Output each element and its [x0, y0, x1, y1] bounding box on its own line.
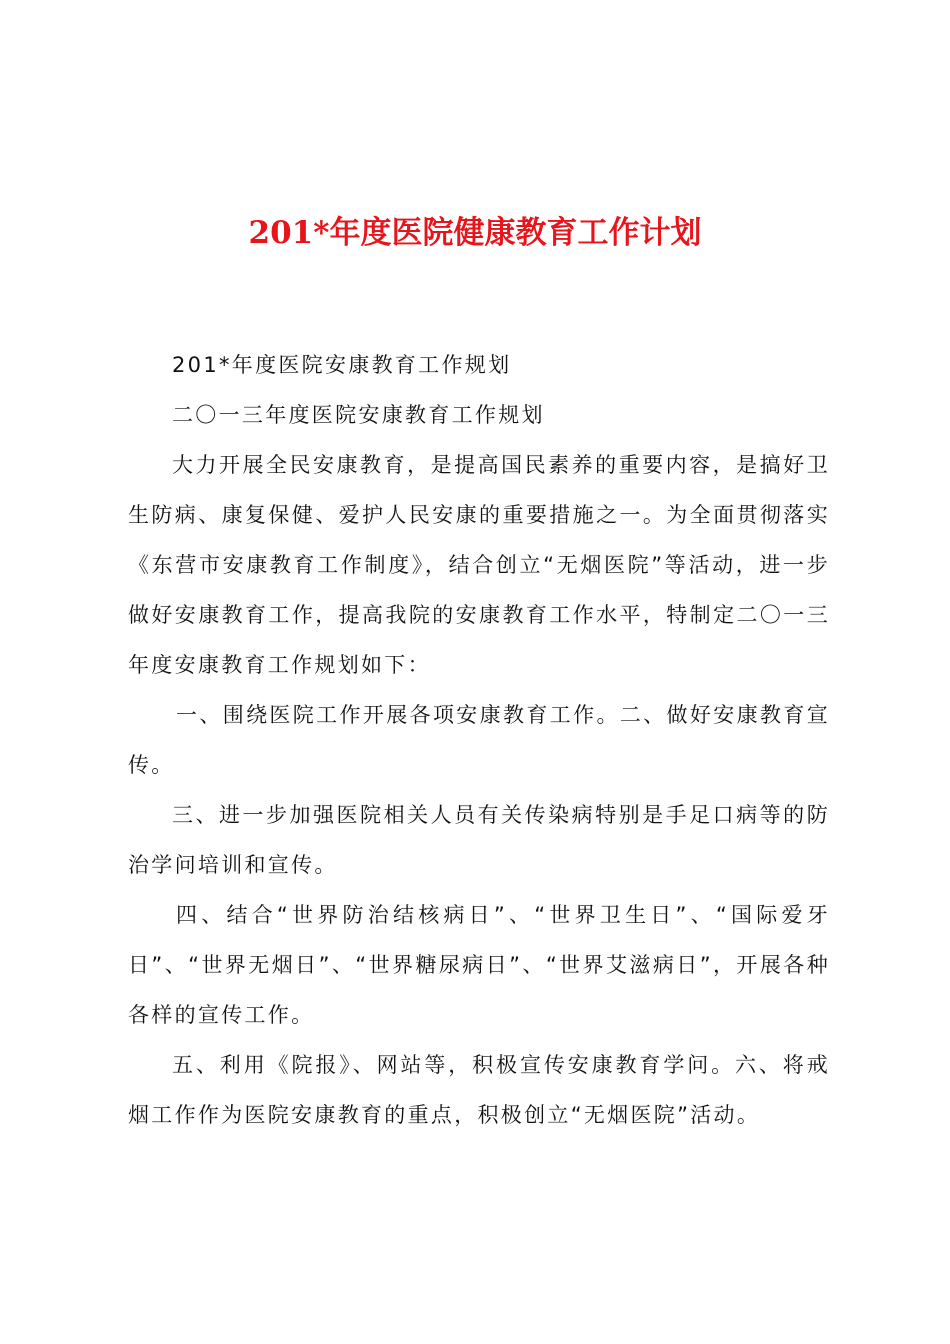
document-title: 201*年度医院健康教育工作计划 [248, 215, 702, 251]
paragraph-heading-2: 二〇一三年度医院安康教育工作规划 [172, 403, 545, 427]
paragraph-item-3: 三、进一步加强医院相关人员有关传染病特别是手足口病等的防治学问培训和宣传。 [128, 803, 830, 877]
paragraph-item-4: 四、结合“世界防治结核病日”、“世界卫生日”、“国际爱牙日”、“世界无烟日”、“世界糖尿病日”、“世界艾滋病日”，开展各种各样的宣传工作。 [128, 903, 830, 1027]
paragraph-item-1-2: 一、围绕医院工作开展各项安康教育工作。二、做好安康教育宣传。 [128, 703, 830, 777]
paragraph-heading-1: 201*年度医院安康教育工作规划 [172, 353, 512, 377]
paragraph-intro: 大力开展全民安康教育，是提高国民素养的重要内容，是搞好卫生防病、康复保健、爱护人民安康的重要措施之一。为全面贯彻落实《东营市安康教育工作制度》，结合创立“无烟医院”等活动，进一步做好安康教育工作，提高我院的安康教育工作水平，特制定二〇一三年度安康教育工作规划如下： [128, 453, 830, 677]
paragraph-item-5-6: 五、利用《院报》、网站等，积极宣传安康教育学问。六、将戒烟工作作为医院安康教育的重点，积极创立“无烟医院”活动。 [128, 1053, 830, 1127]
document-body [128, 340, 830, 1140]
